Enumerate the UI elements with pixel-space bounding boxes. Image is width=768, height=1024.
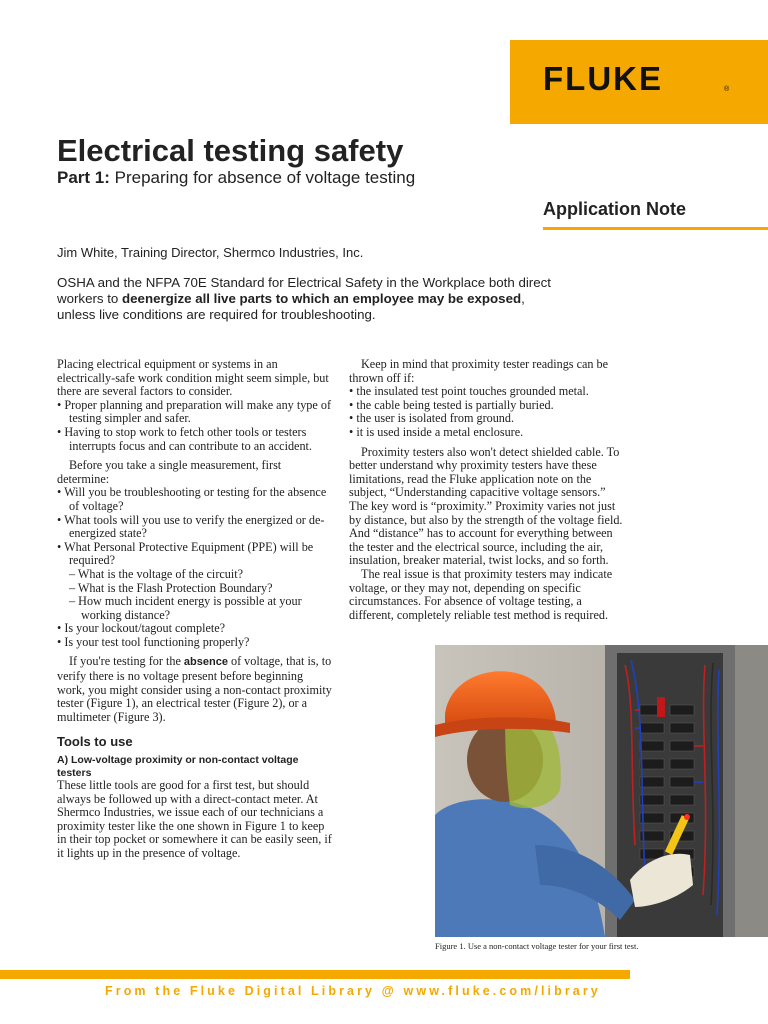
registered-mark: ® <box>724 86 730 93</box>
paragraph: Keep in mind that proximity tester readings can be thrown off if: <box>349 357 609 385</box>
bullet-item: • Proper planning and preparation will make any type of testing simpler and safer. <box>57 397 332 426</box>
bullet-item: • What Personal Protective Equipment (PPE) will be required? <box>57 539 314 568</box>
section-heading: Tools to use <box>57 734 133 750</box>
bullet-item: • the cable being tested is partially buried. <box>349 397 554 412</box>
intro-text-c: , unless live conditions are required for troubleshooting. <box>57 291 525 322</box>
bullet-item: • the insulated test point touches grounded metal. <box>349 384 589 399</box>
application-note-rule <box>543 227 768 230</box>
text-run: If you're testing for the <box>69 654 184 669</box>
dash-item: – What is the Flash Protection Boundary? <box>69 580 273 595</box>
intro-paragraph <box>57 275 557 323</box>
paragraph: Placing electrical equipment or systems in an electrically-safe work condition might seem simple, but there are several factors to consider. <box>57 357 329 399</box>
bullet-item: • Having to stop work to fetch other tools or testers interrupts focus and can contribute to an accident. <box>57 424 312 453</box>
author-line: Jim White, Training Director, Shermco Industries, Inc. <box>57 245 364 260</box>
application-note-label: Application Note <box>543 199 686 219</box>
paragraph <box>57 655 332 724</box>
paragraph: These little tools are good for a first test, but should always be followed up with a direct-contact meter. At Shermco Industries, we issue each of our technicians a proximity tester like the one shown in Figure 1 to keep in their top pocket or somewhere it can be easily seen, if it lights up in the presence of voltage. <box>57 778 332 860</box>
bullet-item: • it is used inside a metal enclosure. <box>349 424 524 439</box>
subtitle-part: Part 1: <box>57 168 110 187</box>
page-subtitle <box>57 168 415 188</box>
figure-caption: Figure 1. Use a non-contact voltage tester for your first test. <box>435 941 639 951</box>
paragraph: Proximity testers also won't detect shielded cable. To better understand why proximity testers have these limitations, read the Fluke application note on the subject, “Understanding capacitive voltage sensors.” The key word is “proximity.” Proximity varies not just by distance, but also by the strength of the voltage field. And “distance” has to account for everything between the tester and the electrical source, including the air, insulation, breaker material, twist locks, and so forth. <box>349 444 623 568</box>
paragraph: The real issue is that proximity testers may indicate voltage, or they may not, depending on specific circumstances. For absence of voltage testing, a different, completely reliable test method is required. <box>349 566 613 622</box>
bullet-item: • Is your lockout/tagout complete? <box>57 621 226 636</box>
column-left <box>57 358 332 861</box>
fluke-logo: FLUKE <box>543 60 663 97</box>
page-title: Electrical testing safety <box>57 133 404 168</box>
column-right <box>349 358 627 622</box>
bullet-item: • Is your test tool functioning properly? <box>57 634 250 649</box>
text-run: of voltage, that is, to verify there is no voltage present before beginning work, you might consider using a non-contact proximity tester (Figure 1), an electrical tester (Figure 2), or a multimeter (Figure 3). <box>57 654 332 724</box>
bold-run: absence <box>183 656 228 669</box>
subtitle-text: Preparing for absence of voltage testing <box>109 168 416 187</box>
figure-1-photo <box>435 645 768 937</box>
paragraph: Before you take a single measurement, first determine: <box>57 458 282 486</box>
footer-library-link[interactable]: From the Fluke Digital Library @ www.fluke.com/library <box>105 984 601 998</box>
bullet-item: • the user is isolated from ground. <box>349 411 515 426</box>
footer-rule <box>0 970 630 979</box>
intro-text-a: OSHA and the NFPA 70E Standard for Electrical Safety in the Workplace both direct workers to <box>57 275 551 306</box>
bullet-item: • Will you be troubleshooting or testing for the absence of voltage? <box>57 485 327 513</box>
bullet-item: • What tools will you use to verify the energized or de-energized state? <box>57 512 325 541</box>
intro-text-bold: deenergize all live parts to which an employee may be exposed <box>122 291 522 306</box>
dash-item: – How much incident energy is possible at your working distance? <box>69 594 302 622</box>
dash-item: – What is the voltage of the circuit? <box>69 566 244 581</box>
subsection-heading: A) Low-voltage proximity or non-contact voltage testers <box>57 754 299 779</box>
